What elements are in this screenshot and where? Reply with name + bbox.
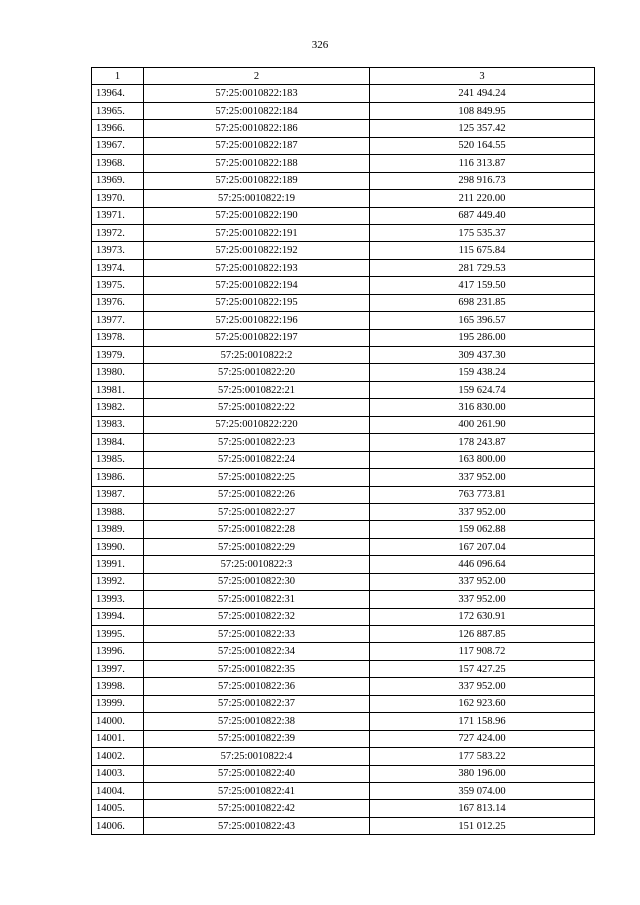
value-cell: 316 830.00 [370,399,595,416]
cadastral-number-cell: 57:25:0010822:26 [144,486,370,503]
value-cell: 727 424.00 [370,730,595,747]
table-row [92,329,595,346]
cadastral-number-cell: 57:25:0010822:35 [144,660,370,677]
row-number-cell: 14004. [92,782,144,799]
cadastral-number-cell: 57:25:0010822:38 [144,713,370,730]
table-row [92,294,595,311]
table-row [92,643,595,660]
row-number-cell: 14000. [92,713,144,730]
value-cell: 309 437.30 [370,347,595,364]
row-number-cell: 13965. [92,102,144,119]
table-row [92,660,595,677]
value-cell: 400 261.90 [370,416,595,433]
value-cell: 359 074.00 [370,782,595,799]
cadastral-number-cell: 57:25:0010822:20 [144,364,370,381]
table-row [92,573,595,590]
value-cell: 163 800.00 [370,451,595,468]
value-cell: 177 583.22 [370,748,595,765]
cadastral-number-cell: 57:25:0010822:25 [144,469,370,486]
row-number-cell: 13986. [92,469,144,486]
row-number-cell: 13979. [92,347,144,364]
value-cell: 337 952.00 [370,591,595,608]
table-row [92,381,595,398]
cadastral-number-cell: 57:25:0010822:36 [144,678,370,695]
row-number-cell: 13984. [92,434,144,451]
row-number-cell: 13975. [92,277,144,294]
value-cell: 115 675.84 [370,242,595,259]
table-row [92,486,595,503]
page-number: 326 [311,39,329,51]
value-cell: 159 624.74 [370,381,595,398]
cadastral-number-cell: 57:25:0010822:3 [144,556,370,573]
table-row [92,347,595,364]
row-number-cell: 13983. [92,416,144,433]
table-row [92,800,595,817]
table-row [92,521,595,538]
value-cell: 159 438.24 [370,364,595,381]
row-number-cell: 13987. [92,486,144,503]
value-cell: 763 773.81 [370,486,595,503]
row-number-cell: 14003. [92,765,144,782]
row-number-cell: 13991. [92,556,144,573]
cadastral-number-cell: 57:25:0010822:197 [144,329,370,346]
value-cell: 380 196.00 [370,765,595,782]
cadastral-number-cell: 57:25:0010822:220 [144,416,370,433]
cadastral-number-cell: 57:25:0010822:189 [144,172,370,189]
cadastral-number-cell: 57:25:0010822:190 [144,207,370,224]
table-row [92,469,595,486]
value-cell: 337 952.00 [370,469,595,486]
row-number-cell: 13992. [92,573,144,590]
value-cell: 108 849.95 [370,102,595,119]
table-row [92,155,595,172]
table-row [92,277,595,294]
row-number-cell: 13978. [92,329,144,346]
row-number-cell: 13990. [92,538,144,555]
row-number-cell: 13973. [92,242,144,259]
row-number-cell: 13964. [92,85,144,102]
table-row [92,591,595,608]
header-cell-1: 1 [92,68,144,85]
value-cell: 698 231.85 [370,294,595,311]
cadastral-number-cell: 57:25:0010822:193 [144,259,370,276]
value-cell: 171 158.96 [370,713,595,730]
cadastral-number-cell: 57:25:0010822:186 [144,120,370,137]
table-row [92,190,595,207]
row-number-cell: 13985. [92,451,144,468]
table-row [92,259,595,276]
value-cell: 151 012.25 [370,817,595,834]
cadastral-number-cell: 57:25:0010822:191 [144,224,370,241]
cadastral-number-cell: 57:25:0010822:40 [144,765,370,782]
table-row [92,207,595,224]
value-cell: 211 220.00 [370,190,595,207]
cadastral-number-cell: 57:25:0010822:27 [144,503,370,520]
row-number-cell: 13989. [92,521,144,538]
cadastral-number-cell: 57:25:0010822:183 [144,85,370,102]
value-cell: 520 164.55 [370,137,595,154]
row-number-cell: 13977. [92,312,144,329]
table-row [92,782,595,799]
cadastral-number-cell: 57:25:0010822:2 [144,347,370,364]
row-number-cell: 13967. [92,137,144,154]
table-row [92,538,595,555]
cadastral-number-cell: 57:25:0010822:33 [144,626,370,643]
table-row [92,434,595,451]
table-row [92,416,595,433]
row-number-cell: 13995. [92,626,144,643]
table-row [92,713,595,730]
table-row [92,695,595,712]
row-number-cell: 14001. [92,730,144,747]
cadastral-number-cell: 57:25:0010822:4 [144,748,370,765]
cadastral-number-cell: 57:25:0010822:196 [144,312,370,329]
registry-table [91,67,595,835]
row-number-cell: 14006. [92,817,144,834]
value-cell: 167 813.14 [370,800,595,817]
value-cell: 165 396.57 [370,312,595,329]
row-number-cell: 13994. [92,608,144,625]
value-cell: 281 729.53 [370,259,595,276]
value-cell: 159 062.88 [370,521,595,538]
row-number-cell: 13993. [92,591,144,608]
row-number-cell: 14005. [92,800,144,817]
value-cell: 167 207.04 [370,538,595,555]
cadastral-number-cell: 57:25:0010822:184 [144,102,370,119]
row-number-cell: 13972. [92,224,144,241]
cadastral-number-cell: 57:25:0010822:32 [144,608,370,625]
table-row [92,626,595,643]
value-cell: 687 449.40 [370,207,595,224]
value-cell: 241 494.24 [370,85,595,102]
value-cell: 337 952.00 [370,573,595,590]
value-cell: 175 535.37 [370,224,595,241]
table-row [92,730,595,747]
table-row [92,137,595,154]
table-header-row [92,68,595,85]
value-cell: 417 159.50 [370,277,595,294]
table-row [92,399,595,416]
row-number-cell: 13996. [92,643,144,660]
cadastral-number-cell: 57:25:0010822:19 [144,190,370,207]
row-number-cell: 13966. [92,120,144,137]
cadastral-number-cell: 57:25:0010822:22 [144,399,370,416]
row-number-cell: 13970. [92,190,144,207]
table-row [92,556,595,573]
value-cell: 337 952.00 [370,503,595,520]
header-cell-3: 3 [370,68,595,85]
cadastral-number-cell: 57:25:0010822:41 [144,782,370,799]
cadastral-number-cell: 57:25:0010822:37 [144,695,370,712]
table-row [92,503,595,520]
value-cell: 162 923.60 [370,695,595,712]
cadastral-number-cell: 57:25:0010822:21 [144,381,370,398]
table-row [92,85,595,102]
table-row [92,608,595,625]
cadastral-number-cell: 57:25:0010822:24 [144,451,370,468]
cadastral-number-cell: 57:25:0010822:187 [144,137,370,154]
table-row [92,364,595,381]
value-cell: 126 887.85 [370,626,595,643]
table-row [92,172,595,189]
value-cell: 446 096.64 [370,556,595,573]
row-number-cell: 14002. [92,748,144,765]
row-number-cell: 13981. [92,381,144,398]
row-number-cell: 13999. [92,695,144,712]
row-number-cell: 13971. [92,207,144,224]
value-cell: 116 313.87 [370,155,595,172]
value-cell: 157 427.25 [370,660,595,677]
cadastral-number-cell: 57:25:0010822:188 [144,155,370,172]
header-cell-2: 2 [144,68,370,85]
row-number-cell: 13969. [92,172,144,189]
cadastral-number-cell: 57:25:0010822:195 [144,294,370,311]
row-number-cell: 13982. [92,399,144,416]
value-cell: 195 286.00 [370,329,595,346]
table-row [92,678,595,695]
cadastral-number-cell: 57:25:0010822:194 [144,277,370,294]
cadastral-number-cell: 57:25:0010822:28 [144,521,370,538]
cadastral-number-cell: 57:25:0010822:192 [144,242,370,259]
table-row [92,312,595,329]
value-cell: 337 952.00 [370,678,595,695]
row-number-cell: 13980. [92,364,144,381]
table-row [92,224,595,241]
row-number-cell: 13968. [92,155,144,172]
cadastral-number-cell: 57:25:0010822:23 [144,434,370,451]
cadastral-number-cell: 57:25:0010822:34 [144,643,370,660]
value-cell: 117 908.72 [370,643,595,660]
row-number-cell: 13997. [92,660,144,677]
value-cell: 172 630.91 [370,608,595,625]
cadastral-number-cell: 57:25:0010822:29 [144,538,370,555]
row-number-cell: 13998. [92,678,144,695]
value-cell: 125 357.42 [370,120,595,137]
table-row [92,242,595,259]
cadastral-number-cell: 57:25:0010822:31 [144,591,370,608]
cadastral-number-cell: 57:25:0010822:30 [144,573,370,590]
table-row [92,451,595,468]
table-row [92,102,595,119]
cadastral-number-cell: 57:25:0010822:39 [144,730,370,747]
table-row [92,748,595,765]
value-cell: 298 916.73 [370,172,595,189]
table-row [92,817,595,834]
table-row [92,765,595,782]
row-number-cell: 13988. [92,503,144,520]
cadastral-number-cell: 57:25:0010822:43 [144,817,370,834]
value-cell: 178 243.87 [370,434,595,451]
row-number-cell: 13974. [92,259,144,276]
cadastral-number-cell: 57:25:0010822:42 [144,800,370,817]
table-body [92,68,595,835]
row-number-cell: 13976. [92,294,144,311]
table-row [92,120,595,137]
